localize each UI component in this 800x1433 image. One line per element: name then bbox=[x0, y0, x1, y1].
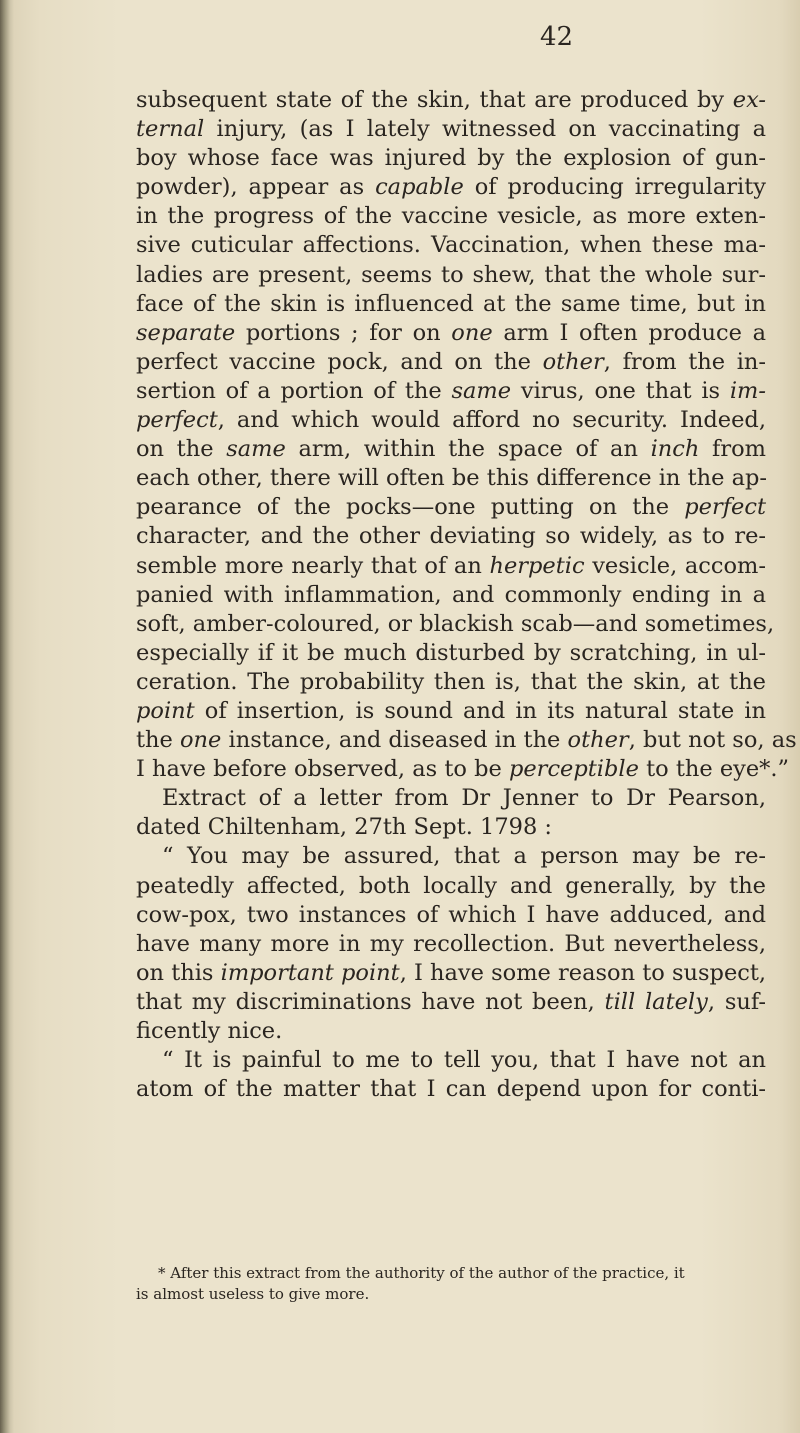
italic-text: important point bbox=[220, 959, 400, 986]
italic-text: perfect bbox=[136, 407, 218, 434]
text-line bbox=[136, 173, 766, 202]
text-segment: semble more nearly that of an bbox=[136, 552, 490, 579]
text-line bbox=[136, 668, 766, 697]
footnote-line: is almost useless to give more. bbox=[136, 1285, 370, 1303]
text-segment: virus, one that is bbox=[511, 377, 730, 404]
text-segment: of insertion, is sound and in its natural state in bbox=[194, 697, 766, 724]
text-line bbox=[136, 697, 766, 726]
text-segment: “ It is painful to me to tell you, that I have not an bbox=[162, 1047, 766, 1074]
text-line bbox=[136, 144, 766, 173]
text-segment: subsequent state of the skin, that are produced by bbox=[136, 87, 733, 113]
page-number: 42 bbox=[540, 22, 574, 52]
text-segment: each other, there will often be this difference in the ap- bbox=[136, 465, 767, 492]
text-segment: ceration. The probability then is, that the skin, at the bbox=[136, 668, 766, 695]
text-line bbox=[136, 202, 766, 231]
italic-text: im- bbox=[729, 377, 766, 404]
text-line bbox=[136, 290, 766, 319]
text-line bbox=[136, 784, 766, 813]
text-line bbox=[136, 872, 766, 901]
text-segment: dated Chiltenham, 27th Sept. 1798 : bbox=[136, 814, 553, 841]
italic-text: other bbox=[542, 348, 604, 375]
text-segment: cow-pox, two instances of which I have adduced, and bbox=[136, 901, 766, 928]
text-segment: powder), appear as bbox=[136, 174, 376, 201]
italic-text: separate bbox=[136, 319, 236, 346]
italic-text: one bbox=[180, 727, 222, 754]
text-segment: arm, within the space of an bbox=[285, 436, 651, 463]
italic-text: ternal bbox=[136, 116, 205, 143]
footnote bbox=[136, 1263, 766, 1305]
binding-gutter bbox=[0, 0, 14, 1433]
text-segment: pearance of the pocks—one putting on the bbox=[136, 494, 685, 521]
footnote-line: * After this extract from the authority of the author of the practice, it bbox=[158, 1264, 685, 1282]
text-segment: panied with inflammation, and commonly ending in a bbox=[136, 581, 766, 608]
text-segment: on the bbox=[136, 436, 227, 463]
text-segment: to the eye*.” bbox=[638, 756, 790, 783]
italic-text: inch bbox=[650, 436, 700, 463]
italic-text: capable bbox=[375, 174, 464, 201]
italic-text: point bbox=[136, 697, 195, 724]
text-line bbox=[136, 581, 766, 610]
text-segment: perfect vaccine pock, and on the bbox=[136, 348, 543, 375]
text-line bbox=[136, 552, 766, 581]
text-segment: peatedly affected, both locally and generally, by the bbox=[136, 872, 766, 899]
text-segment: , suf- bbox=[707, 988, 766, 1015]
italic-text: till lately bbox=[604, 988, 708, 1015]
text-segment: I have before observed, as to be bbox=[136, 756, 509, 783]
text-line bbox=[136, 319, 766, 348]
text-line bbox=[136, 930, 766, 959]
text-line bbox=[136, 610, 775, 639]
text-line bbox=[136, 464, 766, 493]
text-line bbox=[136, 726, 797, 755]
text-line bbox=[136, 261, 766, 290]
text-segment: have many more in my recollection. But nevertheless, bbox=[136, 930, 766, 957]
text-segment: ficently nice. bbox=[136, 1018, 283, 1044]
text-segment: , and which would afford no security. Indeed, bbox=[217, 407, 766, 434]
text-line bbox=[136, 1046, 766, 1075]
text-line bbox=[136, 842, 766, 871]
italic-text: same bbox=[451, 377, 512, 404]
text-segment: sertion of a portion of the bbox=[136, 377, 452, 404]
text-line bbox=[136, 755, 790, 784]
text-line bbox=[136, 639, 766, 668]
italic-text: perfect bbox=[684, 494, 766, 521]
text-line bbox=[136, 406, 766, 435]
text-segment: especially if it be much disturbed by scratching, in ul- bbox=[136, 639, 766, 666]
text-segment: vesicle, accom- bbox=[584, 552, 766, 579]
text-segment: ladies are present, seems to shew, that the whole sur- bbox=[136, 261, 766, 288]
text-segment: sive cuticular affections. Vaccination, when these ma- bbox=[136, 232, 766, 259]
text-line bbox=[136, 348, 766, 377]
text-line bbox=[136, 988, 766, 1017]
text-segment: , I have some reason to suspect, bbox=[399, 959, 767, 986]
text-segment: portions ; for on bbox=[235, 319, 452, 346]
text-line bbox=[136, 231, 766, 260]
text-segment: , but not so, as bbox=[628, 727, 797, 754]
text-line bbox=[136, 435, 766, 464]
text-line bbox=[136, 115, 766, 144]
text-segment: “ You may be assured, that a person may be re- bbox=[162, 843, 766, 870]
text-segment: the bbox=[136, 727, 181, 754]
text-segment: that my discriminations have not been, bbox=[136, 988, 605, 1015]
text-line bbox=[136, 959, 766, 988]
body-text bbox=[136, 86, 797, 1104]
text-segment: on this bbox=[136, 959, 221, 986]
text-line bbox=[136, 377, 766, 406]
text-line bbox=[136, 1017, 766, 1046]
text-segment: boy whose face was injured by the explosion of gun- bbox=[136, 145, 766, 172]
text-segment: soft, amber-coloured, or blackish scab—and sometimes, bbox=[136, 610, 775, 637]
italic-text: herpetic bbox=[489, 552, 585, 579]
italic-text: other bbox=[567, 727, 629, 754]
italic-text: ex- bbox=[732, 87, 766, 113]
text-line bbox=[136, 1075, 766, 1104]
italic-text: one bbox=[451, 319, 493, 346]
text-line bbox=[136, 813, 766, 842]
text-segment: arm I often produce a bbox=[492, 319, 766, 346]
text-segment: of producing irregularity bbox=[463, 174, 766, 201]
text-line bbox=[136, 901, 766, 930]
text-segment: atom of the matter that I can depend upon for conti- bbox=[136, 1076, 766, 1103]
text-segment: instance, and diseased in the bbox=[221, 727, 568, 754]
text-segment: character, and the other deviating so widely, as to re- bbox=[136, 523, 766, 550]
text-segment: in the progress of the vaccine vesicle, as more exten- bbox=[136, 203, 766, 230]
text-line bbox=[136, 522, 766, 551]
text-segment: face of the skin is influenced at the same time, but in bbox=[136, 290, 766, 317]
italic-text: same bbox=[226, 436, 286, 463]
text-segment: from bbox=[699, 436, 766, 463]
text-line bbox=[136, 493, 766, 522]
text-line bbox=[136, 86, 766, 115]
italic-text: perceptible bbox=[508, 756, 639, 783]
text-segment: Extract of a letter from Dr Jenner to Dr Pearson, bbox=[162, 785, 766, 812]
text-segment: , from the in- bbox=[603, 348, 766, 375]
text-segment: injury, (as I lately witnessed on vaccinating a bbox=[204, 116, 766, 143]
